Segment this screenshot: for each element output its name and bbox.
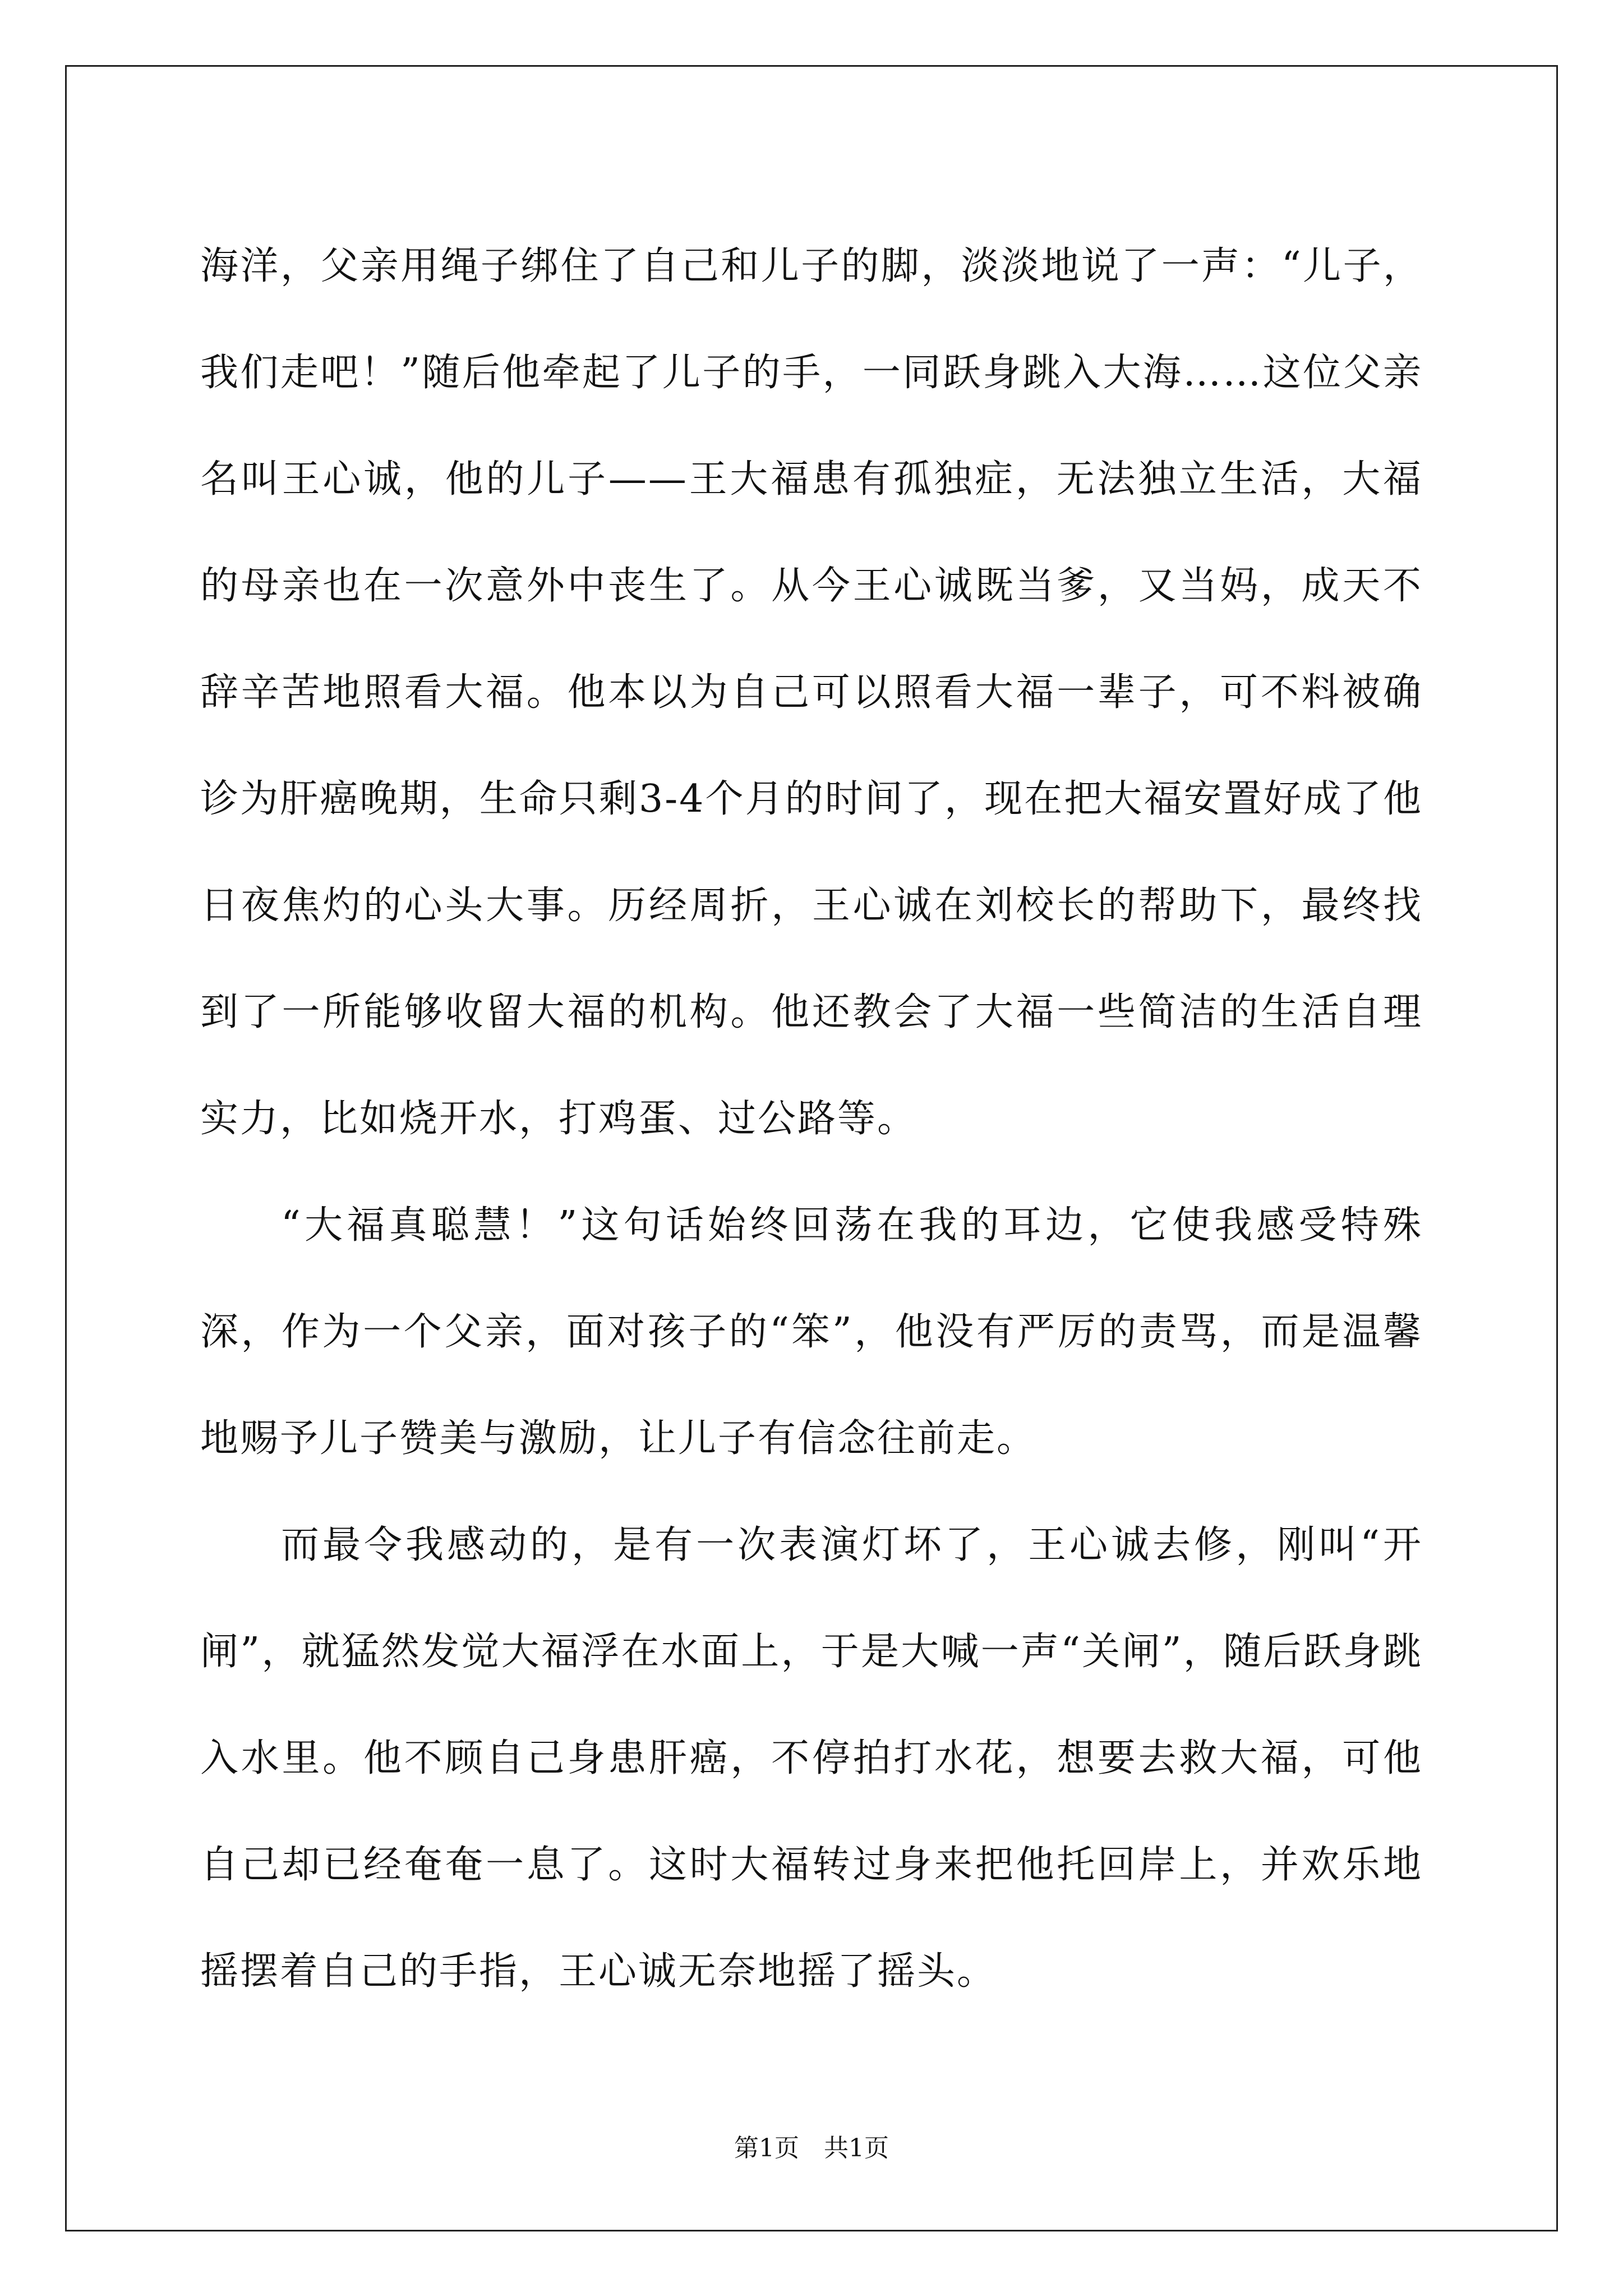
- paragraph-2: “大福真聪慧！”这句话始终回荡在我的耳边，它使我感受特殊深，作为一个父亲，面对孩子的“笨”，他没有严厉的责骂，而是温馨地赐予儿子赞美与激励，让儿子有信念往前走。: [200, 1203, 1423, 1461]
- paragraph-3: 而最令我感动的，是有一次表演灯坏了，王心诚去修，刚叫“开闸”，就猛然发觉大福浮在水面上，于是大喊一声“关闸”，随后跃身跳入水里。他不顾自己身患肝癌，不停拍打水花，想要去救大福，可他自己却已经奄奄一息了。这时大福转过身来把他托回岸上，并欢乐地摇摆着自己的手指，王心诚无奈地摇了摇头。: [200, 1523, 1423, 1994]
- document-body: [200, 213, 1423, 2025]
- page-footer: 第1页 共1页: [734, 2134, 889, 2162]
- paragraph-1: 海洋，父亲用绳子绑住了自己和儿子的脚，淡淡地说了一声：“儿子，我们走吧！”随后他牵起了儿子的手，一同跃身跳入大海……这位父亲名叫王心诚，他的儿子——王大福患有孤独症，无法独立生活，大福的母亲也在一次意外中丧生了。从今王心诚既当爹，又当妈，成天不辞辛苦地照看大福。他本以为自己可以照看大福一辈子，可不料被确诊为肝癌晚期，生命只剩3-4个月的时间了，现在把大福安置好成了他日夜焦灼的心头大事。历经周折，王心诚在刘校长的帮助下，最终找到了一所能够收留大福的机构。他还教会了大福一些简洁的生活自理实力，比如烧开水，打鸡蛋、过公路等。: [200, 244, 1423, 1141]
